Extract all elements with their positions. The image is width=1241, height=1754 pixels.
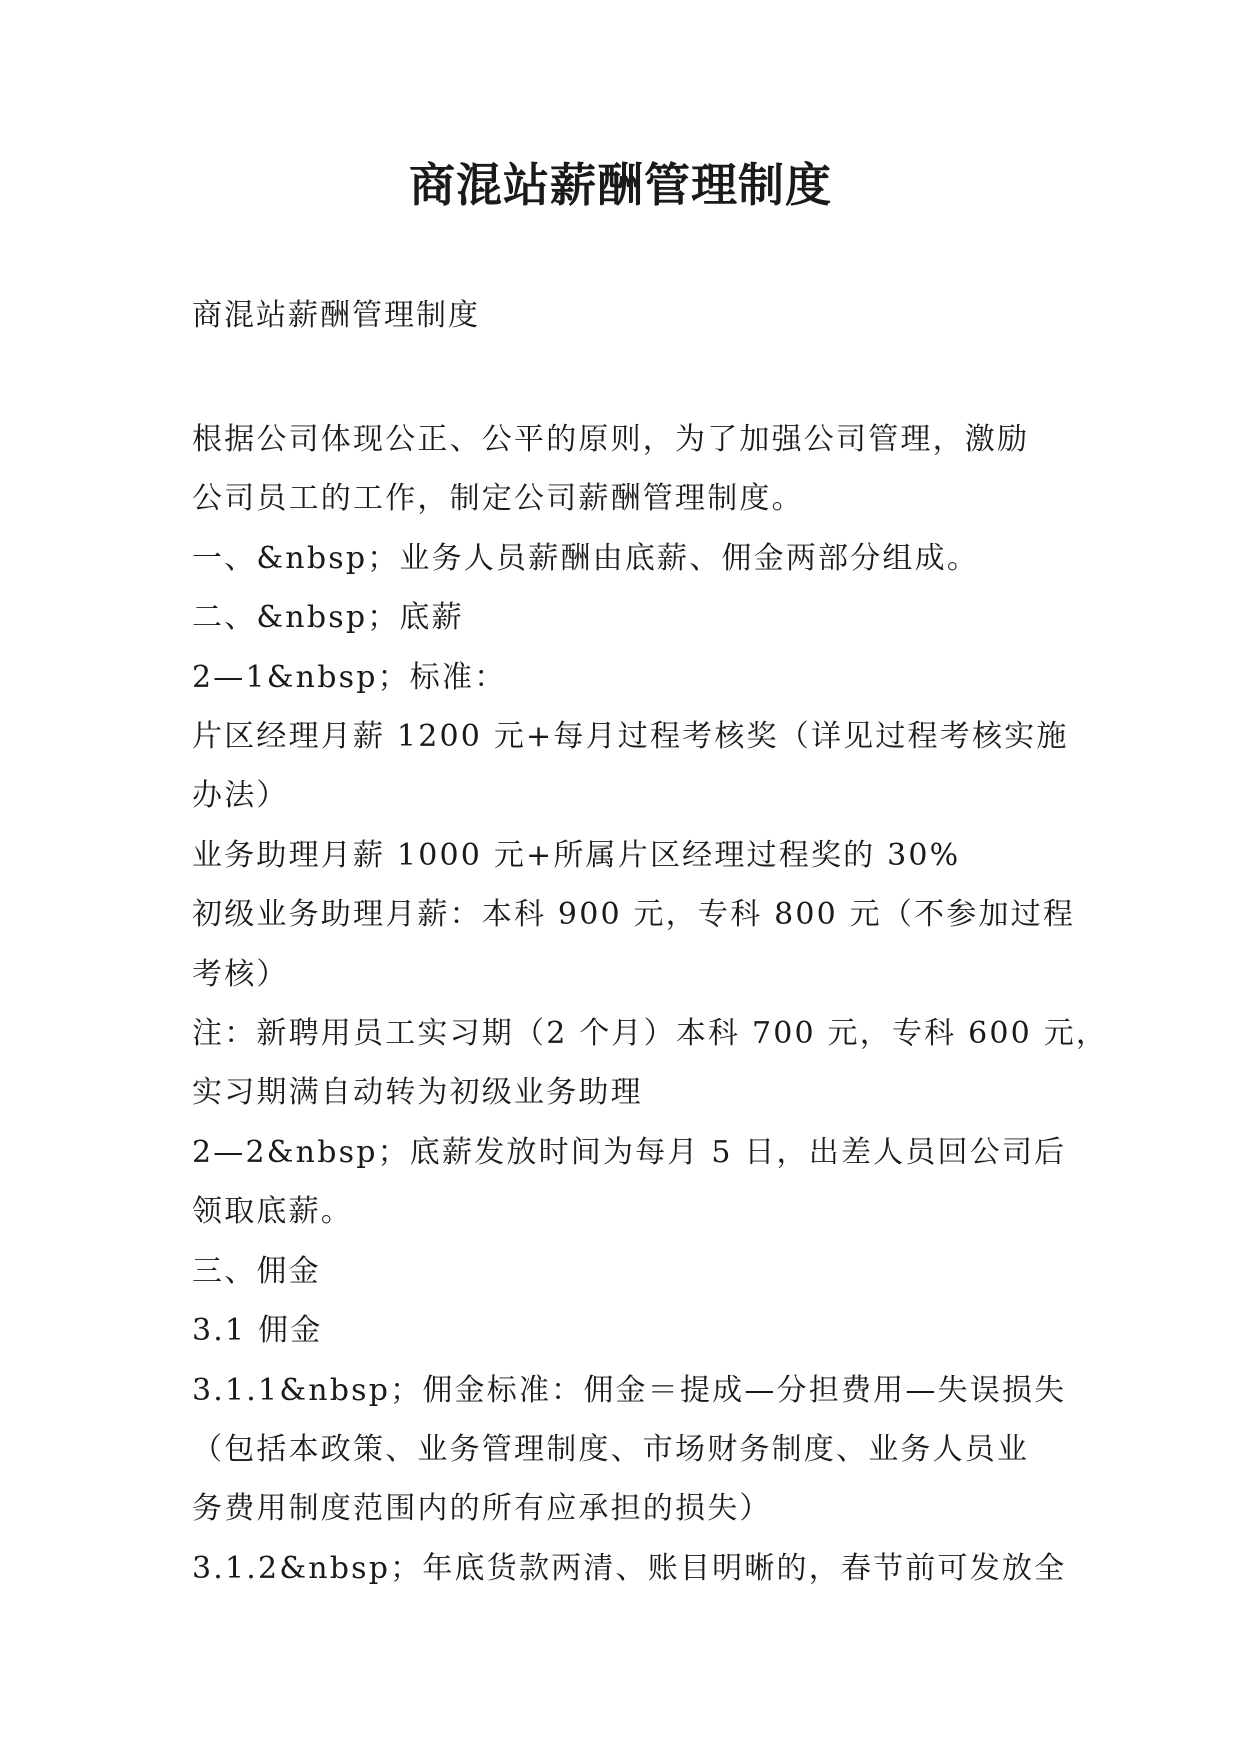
document-subtitle: 商混站薪酬管理制度 — [192, 298, 480, 333]
body-line: 实习期满自动转为初级业务助理 — [192, 1075, 643, 1111]
body-line: 初级业务助理月薪：本科 900 元，专科 800 元（不参加过程 — [192, 897, 1076, 933]
body-line: 2—2&nbsp；底薪发放时间为每月 5 日，出差人员回公司后 — [192, 1134, 1067, 1170]
body-line: 领取底薪。 — [192, 1194, 353, 1230]
body-line: 二、&nbsp；底薪 — [192, 600, 464, 636]
body-line: 办法） — [192, 778, 289, 814]
document-body — [192, 410, 1109, 1598]
body-line: （包括本政策、业务管理制度、市场财务制度、业务人员业 — [192, 1431, 1030, 1467]
body-line: 根据公司体现公正、公平的原则，为了加强公司管理，激励 — [192, 422, 1030, 457]
body-line: 片区经理月薪 1200 元+每月过程考核奖（详见过程考核实施 — [192, 719, 1069, 755]
body-line: 考核） — [192, 956, 289, 992]
body-line: 一、&nbsp；业务人员薪酬由底薪、佣金两部分组成。 — [192, 540, 980, 576]
body-line: 公司员工的工作，制定公司薪酬管理制度。 — [192, 481, 804, 517]
body-line: 业务助理月薪 1000 元+所属片区经理过程奖的 30% — [192, 837, 961, 873]
body-line: 注：新聘用员工实习期（2 个月）本科 700 元，专科 600 元， — [192, 1016, 1109, 1052]
document-title: 商混站薪酬管理制度 — [409, 158, 832, 212]
body-line: 2—1&nbsp；标准： — [192, 659, 507, 695]
body-line: 3.1 佣金 — [192, 1313, 323, 1349]
body-line: 务费用制度范围内的所有应承担的损失） — [192, 1491, 772, 1527]
body-line: 三、佣金 — [192, 1253, 321, 1289]
body-line: 3.1.2&nbsp；年底货款两清、账目明晰的，春节前可发放全 — [192, 1550, 1067, 1586]
body-line: 3.1.1&nbsp；佣金标准：佣金＝提成—分担费用—失误损失 — [192, 1372, 1067, 1408]
